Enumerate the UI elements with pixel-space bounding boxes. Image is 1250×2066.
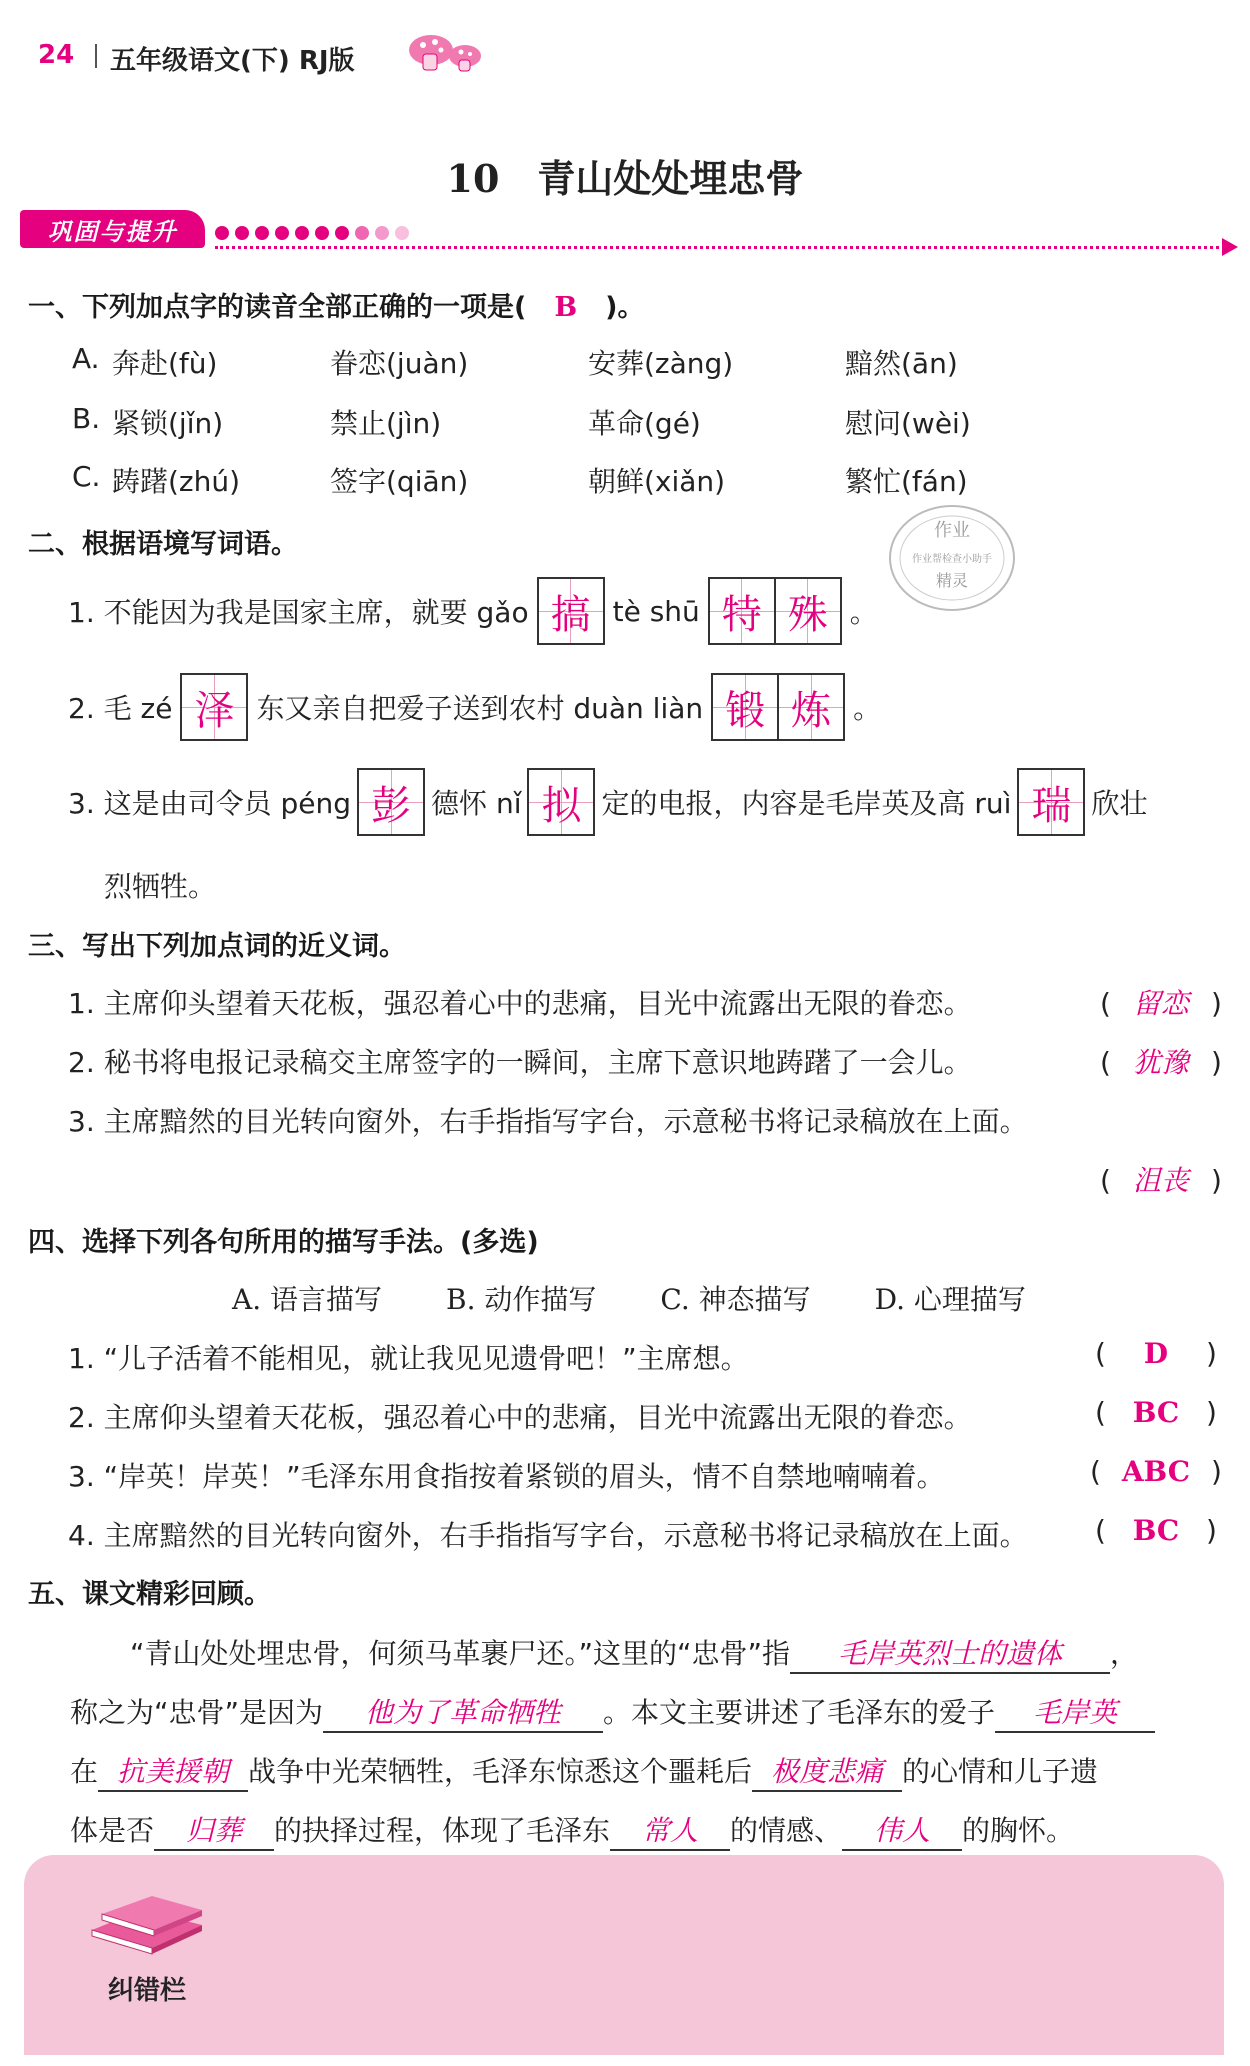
- q3-stem: 三、写出下列加点词的近义词。: [28, 931, 406, 962]
- q2-sentence-2: [68, 673, 881, 741]
- mushroom-logo-icon: [405, 30, 485, 74]
- option: D. 心理描写: [874, 1283, 1026, 1316]
- box-char: 瑞: [1019, 770, 1083, 834]
- option: 奔赴(fù): [112, 347, 218, 380]
- stamp-text-top: 作业: [934, 520, 970, 541]
- option: B. 动作描写: [446, 1283, 597, 1316]
- q4-answer-slot: ( BC ): [1095, 1396, 1217, 1429]
- passage-text: ，: [1110, 1637, 1139, 1670]
- option: 安葬(zàng): [588, 347, 734, 380]
- q1-row-c: [72, 460, 100, 493]
- row-label: C.: [72, 460, 101, 493]
- blank-answer: 伟人: [842, 1809, 962, 1851]
- q2-sentence-1: [68, 577, 878, 645]
- arrow-right-icon: [1222, 238, 1238, 256]
- q4-answer: D: [1143, 1337, 1169, 1370]
- section-tag: 巩固与提升: [20, 210, 205, 248]
- q5-line-4: [70, 1809, 1074, 1851]
- passage-text: 战争中光荣牺牲，毛泽东惊悉这个噩耗后: [248, 1755, 753, 1788]
- dotted-rule: [215, 246, 1225, 249]
- option: 慰问(wèi): [845, 407, 971, 440]
- q3-answer-slot: ( 留恋 ): [1100, 982, 1230, 1022]
- q4-answer: ABC: [1121, 1455, 1191, 1488]
- tag-dots: [215, 226, 409, 240]
- sentence-text: 欣壮: [1091, 787, 1148, 820]
- passage-text: 在: [70, 1755, 99, 1788]
- passage-text: 。本文主要讲述了毛泽东的爱子: [603, 1696, 996, 1729]
- q4-answer: BC: [1132, 1396, 1180, 1429]
- q3-answer-slot: ( 沮丧 ): [1100, 1159, 1230, 1199]
- q1-stem: [28, 285, 645, 324]
- tian-box: [1017, 768, 1085, 836]
- option: 紧锁(jǐn): [112, 407, 224, 440]
- q4-item: 2. 主席仰头望着天花板，强忍着心中的悲痛，目光中流露出无限的眷恋。: [68, 1401, 972, 1434]
- option: 签字(qiān): [330, 465, 469, 498]
- q4-item: 3. “岸英！岸英！”毛泽东用食指按着紧锁的眉头，情不自禁地喃喃着。: [68, 1460, 945, 1493]
- passage-text: “青山处处埋忠骨，何须马革裹尸还。”这里的“忠骨”指: [130, 1637, 791, 1670]
- tian-box: [711, 673, 845, 741]
- q4-answer: BC: [1132, 1514, 1180, 1547]
- books-icon: [82, 1880, 212, 1960]
- q5-line-3: [70, 1750, 1098, 1792]
- sentence-text: 德怀 nǐ: [431, 787, 522, 820]
- option: 革命(gé): [588, 407, 701, 440]
- q4-answer-slot: ( ABC ): [1090, 1455, 1222, 1488]
- stamp-text-mid: 作业帮检查小助手: [912, 554, 992, 565]
- q4-answer-slot: ( D ): [1095, 1337, 1217, 1370]
- sentence-text: 。: [853, 692, 882, 725]
- tian-box: [537, 577, 605, 645]
- q5-line-1: [130, 1632, 1138, 1674]
- option: 眷恋(juàn): [330, 347, 469, 380]
- q4-stem: 四、选择下列各句所用的描写手法。(多选): [28, 1227, 539, 1258]
- sentence-text: 2. 毛 zé: [68, 692, 173, 725]
- passage-text: 称之为“忠骨”是因为: [70, 1696, 324, 1729]
- stamp-text-bottom: 精灵: [935, 571, 969, 590]
- footer-label: 纠错栏: [108, 1976, 187, 2006]
- passage-text: 的胸怀。: [962, 1814, 1075, 1847]
- row-label: B.: [72, 402, 101, 435]
- sentence-text: 东又亲自把爱子送到农村 duàn liàn: [256, 692, 704, 725]
- q1-row-b: [72, 402, 100, 435]
- passage-text: 的情感、: [730, 1814, 843, 1847]
- q5-stem: 五、课文精彩回顾。: [28, 1579, 271, 1610]
- q3-item: 3. 主席黯然的目光转向窗外，右手指指写字台，示意秘书将记录稿放在上面。: [68, 1105, 1028, 1138]
- passage-text: 体是否: [70, 1814, 155, 1847]
- row-label: A.: [72, 342, 100, 375]
- header-divider: [95, 44, 97, 68]
- blank-answer: 毛岸英烈士的遗体: [790, 1632, 1110, 1674]
- tian-box: [180, 673, 248, 741]
- q3-answer: 留恋: [1132, 987, 1189, 1020]
- box-char: 拟: [529, 770, 593, 834]
- q2-stem: 二、根据语境写词语。: [28, 529, 298, 560]
- q4-options: [232, 1278, 1026, 1318]
- passage-text: 的抉择过程，体现了毛泽东: [274, 1814, 611, 1847]
- q1-stem-text: 一、下列加点字的读音全部正确的一项是(: [28, 292, 527, 323]
- page-title: 10 青山处处埋忠骨: [446, 156, 804, 201]
- blank-answer: 极度悲痛: [752, 1750, 902, 1792]
- page-number: 24: [38, 40, 75, 70]
- book-title: 五年级语文(下) RJ版: [110, 46, 355, 76]
- sentence-text: 。: [849, 596, 878, 629]
- q1-stem-end: )。: [605, 292, 645, 323]
- tian-box: [357, 768, 425, 836]
- q2-sentence-3-cont: 烈牺牲。: [104, 870, 217, 903]
- q3-answer: 犹豫: [1132, 1046, 1189, 1079]
- q5-line-2: [70, 1691, 1155, 1733]
- q3-answer: 沮丧: [1132, 1164, 1189, 1197]
- homework-stamp-icon: [882, 498, 1022, 618]
- option: 踌躇(zhú): [112, 465, 241, 498]
- q1-row-a: [72, 342, 100, 375]
- option: C. 神态描写: [660, 1283, 811, 1316]
- blank-answer: 常人: [610, 1809, 730, 1851]
- tian-box: [527, 768, 595, 836]
- box-char: 搞: [539, 579, 603, 643]
- blank-answer: 毛岸英: [995, 1691, 1155, 1733]
- blank-answer: 抗美援朝: [98, 1750, 248, 1792]
- box-char: 特: [710, 579, 774, 643]
- option: 黯然(ān): [845, 347, 958, 380]
- box-char: 彭: [359, 770, 423, 834]
- sentence-text: 3. 这是由司令员 péng: [68, 787, 352, 820]
- q4-item: 1. “儿子活着不能相见，就让我见见遗骨吧！”主席想。: [68, 1342, 749, 1375]
- box-char: 泽: [182, 675, 246, 739]
- tian-box: [708, 577, 842, 645]
- passage-text: 的心情和儿子遗: [902, 1755, 1099, 1788]
- sentence-text: 1. 不能因为我是国家主席，就要 gǎo: [68, 596, 529, 629]
- option: A. 语言描写: [232, 1283, 383, 1316]
- q3-item: 1. 主席仰头望着天花板，强忍着心中的悲痛，目光中流露出无限的眷恋。: [68, 987, 972, 1020]
- box-char: 锻: [713, 675, 777, 739]
- blank-answer: 归葬: [154, 1809, 274, 1851]
- sentence-text: 定的电报，内容是毛岸英及高 ruì: [601, 787, 1012, 820]
- q1-answer: B: [554, 292, 578, 323]
- q2-sentence-3: [68, 768, 1147, 836]
- option: 繁忙(fán): [845, 465, 968, 498]
- q4-item: 4. 主席黯然的目光转向窗外，右手指指写字台，示意秘书将记录稿放在上面。: [68, 1519, 1028, 1552]
- q4-answer-slot: ( BC ): [1095, 1514, 1217, 1547]
- box-char: 炼: [777, 675, 843, 739]
- option: 朝鲜(xiǎn): [588, 465, 726, 498]
- q3-item: 2. 秘书将电报记录稿交主席签字的一瞬间，主席下意识地踌躇了一会儿。: [68, 1046, 972, 1079]
- box-char: 殊: [774, 579, 840, 643]
- q3-answer-slot: ( 犹豫 ): [1100, 1041, 1230, 1081]
- option: 禁止(jìn): [330, 407, 442, 440]
- blank-answer: 他为了革命牺牲: [323, 1691, 603, 1733]
- sentence-text: tè shū: [612, 594, 700, 628]
